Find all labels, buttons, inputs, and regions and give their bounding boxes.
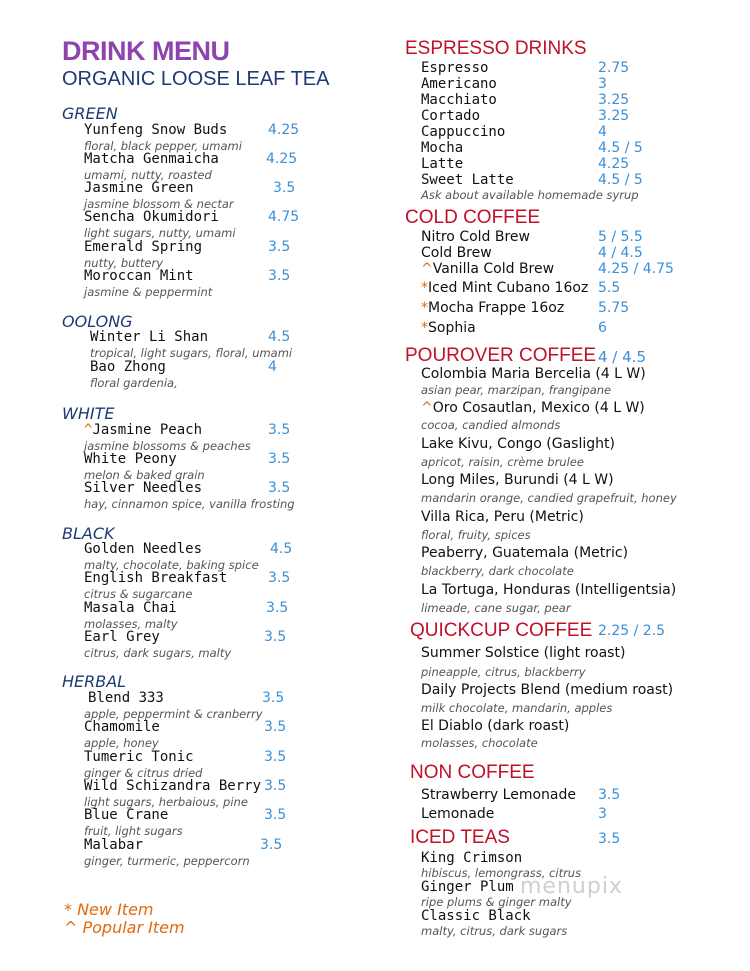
item-notes: jasmine & peppermint: [84, 285, 213, 299]
item-notes: ripe plums & ginger malty: [421, 895, 572, 909]
item-name: La Tortuga, Honduras (Intelligentsia): [421, 582, 677, 598]
category-green: GREEN: [62, 104, 118, 123]
item-notes: ginger & citrus dried: [84, 766, 203, 780]
item-notes: pineapple, citrus, blackberry: [421, 665, 586, 679]
item-name: Villa Rica, Peru (Metric): [421, 509, 584, 525]
menu-subtitle: ORGANIC LOOSE LEAF TEA: [62, 68, 330, 90]
item-price: 3.25: [598, 108, 630, 124]
item-notes: apple, honey: [84, 736, 159, 750]
item-notes: umami, nutty, roasted: [84, 168, 212, 182]
item-notes: melon & baked grain: [84, 468, 205, 482]
item-name: Nitro Cold Brew: [421, 229, 530, 245]
item-notes: fruit, light sugars: [84, 824, 183, 838]
item-notes: floral gardenia,: [90, 376, 178, 390]
item-price: 4.25: [268, 122, 300, 138]
item-price: 4: [598, 124, 607, 140]
item-price: 4.5 / 5: [598, 140, 643, 156]
popular-mark: ^: [421, 261, 433, 277]
item-notes: jasmine blossoms & peaches: [84, 439, 251, 453]
item-name: Ginger Plum: [421, 879, 514, 895]
item-notes: ginger, turmeric, peppercorn: [84, 854, 250, 868]
category-black: BLACK: [62, 524, 115, 543]
item-notes: citrus, dark sugars, malty: [84, 646, 232, 660]
item-notes: apricot, raisin, crème brulee: [421, 455, 584, 469]
item-name: *Iced Mint Cubano 16oz: [421, 280, 589, 296]
new-mark: *: [421, 300, 428, 316]
item-name: Chamomile: [84, 719, 160, 735]
item-name: Classic Black: [421, 908, 531, 924]
item-price: 4.25 / 4.75: [598, 261, 674, 277]
item-name: Strawberry Lemonade: [421, 787, 576, 803]
item-price: 3.5: [264, 749, 287, 765]
item-notes: limeade, cane sugar, pear: [421, 601, 571, 615]
item-price: 3: [598, 806, 607, 822]
item-price: 3.5: [268, 422, 291, 438]
item-price: 3.5: [264, 719, 287, 735]
item-name: Masala Chai: [84, 600, 177, 616]
item-name: Sweet Latte: [421, 172, 514, 188]
item-name: Peaberry, Guatemala (Metric): [421, 545, 629, 561]
item-name: Cortado: [421, 108, 481, 124]
item-price: 3.5: [268, 451, 291, 467]
section-iced-teas: ICED TEAS: [410, 827, 510, 848]
item-price: 3.5: [268, 570, 291, 586]
item-price: 3.5: [268, 239, 291, 255]
category-herbal: HERBAL: [62, 672, 127, 691]
item-name: King Crimson: [421, 850, 523, 866]
item-name: Bao Zhong: [90, 359, 166, 375]
category-oolong: OOLONG: [62, 312, 133, 331]
item-name: Latte: [421, 156, 464, 172]
item-price: 3.5: [260, 837, 283, 853]
legend-popular-item: ^ Popular Item: [64, 918, 185, 937]
item-price: 3: [598, 76, 607, 92]
section-quickcup: QUICKCUP COFFEE: [410, 620, 593, 641]
item-price: 5 / 5.5: [598, 229, 643, 245]
item-price: 6: [598, 320, 607, 336]
item-name: Blue Crane: [84, 807, 169, 823]
item-notes: hibiscus, lemongrass, citrus: [421, 866, 582, 880]
item-notes: molasses, malty: [84, 617, 178, 631]
item-price: 3.25: [598, 92, 630, 108]
new-mark: *: [421, 280, 428, 296]
item-notes: jasmine blossom & nectar: [84, 197, 234, 211]
item-price: 3.5: [264, 629, 287, 645]
item-notes: mandarin orange, candied grapefruit, honey: [421, 491, 677, 505]
item-price: 4.25: [266, 151, 298, 167]
item-price: 4.5 / 5: [598, 172, 643, 188]
item-name: Espresso: [421, 60, 489, 76]
item-price: 3.5: [262, 690, 285, 706]
item-notes: citrus & sugarcane: [84, 587, 193, 601]
item-price: 5.75: [598, 300, 630, 316]
menu-title: DRINK MENU: [62, 36, 230, 66]
item-notes: hay, cinnamon spice, vanilla frosting: [84, 497, 295, 511]
item-name: El Diablo (dark roast): [421, 718, 570, 734]
item-price: 3.5: [598, 787, 621, 803]
category-white: WHITE: [62, 404, 115, 423]
item-name: Colombia Maria Bercelia (4 L W): [421, 366, 646, 382]
item-name: ^Jasmine Peach: [84, 422, 203, 438]
item-name: Golden Needles: [84, 541, 203, 557]
item-notes: malty, chocolate, baking spice: [84, 558, 259, 572]
item-name: ^Vanilla Cold Brew: [421, 261, 555, 277]
item-notes: light sugars, herbaious, pine: [84, 795, 248, 809]
item-name: Summer Solstice (light roast): [421, 645, 626, 661]
item-name: Emerald Spring: [84, 239, 203, 255]
item-name: Wild Schizandra Berry: [84, 778, 262, 794]
item-name: ^Oro Cosautlan, Mexico (4 L W): [421, 400, 645, 416]
section-non-coffee: NON COFFEE: [410, 762, 535, 783]
item-price: 4.75: [268, 209, 300, 225]
item-name: Macchiato: [421, 92, 497, 108]
item-notes: floral, black pepper, umami: [84, 139, 242, 153]
section-espresso: ESPRESSO DRINKS: [405, 38, 587, 59]
section-cold-coffee: COLD COFFEE: [405, 207, 541, 228]
item-notes: tropical, light sugars, floral, umami: [90, 346, 293, 360]
item-notes: light sugars, nutty, umami: [84, 226, 236, 240]
item-name: Jasmine Green: [84, 180, 194, 196]
item-name: Mocha: [421, 140, 464, 156]
item-name: English Breakfast: [84, 570, 228, 586]
item-name: Earl Grey: [84, 629, 160, 645]
section-pourover: POUROVER COFFEE: [405, 345, 597, 366]
item-name: Silver Needles: [84, 480, 203, 496]
item-name: Lake Kivu, Congo (Gaslight): [421, 436, 615, 452]
item-price: 2.75: [598, 60, 630, 76]
item-price: 3.5: [264, 807, 287, 823]
item-notes: blackberry, dark chocolate: [421, 564, 574, 578]
item-price: 3.5: [268, 268, 291, 284]
item-price: 4.5: [270, 541, 293, 557]
item-name: Cold Brew: [421, 245, 492, 261]
item-name: Sencha Okumidori: [84, 209, 219, 225]
item-price: 4.25: [598, 156, 630, 172]
item-price: 3.5: [266, 600, 289, 616]
item-price: 5.5: [598, 280, 621, 296]
item-notes: cocoa, candied almonds: [421, 418, 561, 432]
item-name: *Sophia: [421, 320, 476, 336]
item-price: 4.5: [268, 329, 291, 345]
item-notes: floral, fruity, spices: [421, 528, 531, 542]
item-name: Lemonade: [421, 806, 495, 822]
legend-new-item: * New Item: [64, 900, 154, 919]
popular-mark: ^: [421, 400, 433, 416]
pourover-price: 4 / 4.5: [598, 348, 646, 366]
quickcup-price: 2.25 / 2.5: [598, 623, 666, 639]
item-price: 3.5: [273, 180, 296, 196]
menupix-watermark: menupix: [520, 874, 623, 899]
item-name: Winter Li Shan: [90, 329, 209, 345]
espresso-syrup-note: Ask about available homemade syrup: [421, 188, 639, 202]
item-name: *Mocha Frappe 16oz: [421, 300, 565, 316]
item-price: 3.5: [268, 480, 291, 496]
item-notes: nutty, buttery: [84, 256, 164, 270]
item-notes: molasses, chocolate: [421, 736, 538, 750]
new-mark: *: [421, 320, 428, 336]
item-name: Malabar: [84, 837, 144, 853]
item-name: Moroccan Mint: [84, 268, 194, 284]
item-name: Blend 333: [88, 690, 164, 706]
item-name: White Peony: [84, 451, 177, 467]
item-name: Matcha Genmaicha: [84, 151, 219, 167]
item-name: Americano: [421, 76, 497, 92]
item-name: Daily Projects Blend (medium roast): [421, 682, 674, 698]
item-notes: apple, peppermint & cranberry: [84, 707, 263, 721]
item-price: 3.5: [264, 778, 287, 794]
item-notes: asian pear, marzipan, frangipane: [421, 383, 612, 397]
item-notes: malty, citrus, dark sugars: [421, 924, 568, 938]
popular-mark: ^: [84, 422, 93, 438]
item-name: Tumeric Tonic: [84, 749, 194, 765]
item-name: Yunfeng Snow Buds: [84, 122, 228, 138]
item-name: Cappuccino: [421, 124, 506, 140]
iced-teas-price: 3.5: [598, 831, 621, 847]
item-price: 4 / 4.5: [598, 245, 643, 261]
item-name: Long Miles, Burundi (4 L W): [421, 472, 614, 488]
item-notes: milk chocolate, mandarin, apples: [421, 701, 613, 715]
item-price: 4: [268, 359, 277, 375]
